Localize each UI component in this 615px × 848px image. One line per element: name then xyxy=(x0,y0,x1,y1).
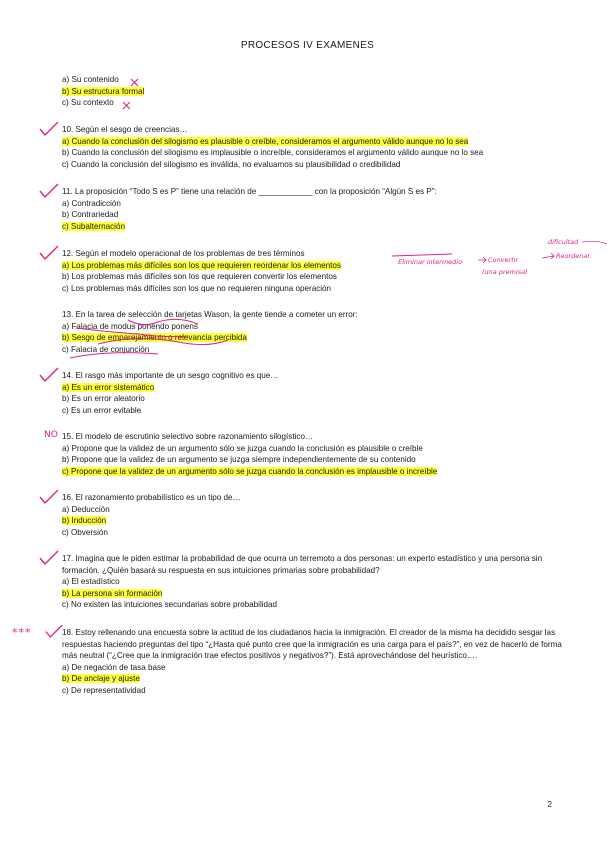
page-title: PROCESOS IV EXAMENES xyxy=(240,40,375,51)
highlighted-answer: b) La persona sin formación xyxy=(62,588,163,598)
answer-text: a) El estadístico xyxy=(62,577,120,587)
answer-option xyxy=(62,527,562,539)
question-block xyxy=(62,627,562,697)
answer-option xyxy=(62,221,562,233)
check-mark-icon xyxy=(44,623,64,640)
question-text: 17. Imagina que le piden estimar la probabilidad de que ocurra un terremoto a dos personas: un experto estadístico y una persona sin formación. ¿Quién basará su respuesta en sus intuiciones primarias sobre probabilidad? xyxy=(62,554,543,575)
answer-option xyxy=(62,515,562,527)
answer-text: a) De negación de tasa base xyxy=(62,662,166,672)
question-text: 16. El razonamiento probabilístico es un tipo de… xyxy=(62,493,241,502)
note-convertir: Convertir xyxy=(488,256,519,264)
note-arrows xyxy=(392,236,612,266)
strike-scribble xyxy=(68,314,258,362)
question-text: 13. En la tarea de selección de tarjetas Wason, la gente tiende a cometer un error: xyxy=(62,310,358,319)
x-mark-icon xyxy=(122,101,131,110)
check-mark-icon xyxy=(38,182,60,200)
answer-option xyxy=(62,454,562,466)
answer-option xyxy=(62,97,562,109)
highlighted-answer: a) Cuando la conclusión del silogismo es plausible o creíble, consideramos el argumento válido aunque no lo sea xyxy=(62,136,469,146)
check-mark-icon xyxy=(38,366,60,384)
answer-text: b) Contrariedad xyxy=(62,210,119,220)
x-mark-icon xyxy=(130,78,139,87)
page-number: 2 xyxy=(547,800,552,809)
answer-option xyxy=(62,209,562,221)
answer-option xyxy=(62,159,562,171)
answer-option xyxy=(62,393,562,405)
answer-text: a) Propone que la validez de un argumento sólo se juzga cuando la conclusión es plausible o creíble xyxy=(62,443,423,453)
highlighted-answer: a) Es un error sistemático xyxy=(62,382,155,392)
no-annotation: NO xyxy=(44,430,58,440)
answer-text: b) Los problemas más difíciles son los que requieren convertir los elementos xyxy=(62,272,337,282)
answer-text: a) Falacia de modus ponendo ponens xyxy=(62,321,198,331)
question-block xyxy=(62,553,562,611)
answer-option xyxy=(62,86,562,98)
highlighted-answer: b) Sesgo de emparejamiento o relevancia percibida xyxy=(62,333,247,343)
answer-option xyxy=(62,147,562,159)
answer-option xyxy=(62,673,562,685)
answer-text: a) Su contenido xyxy=(62,75,119,84)
answer-option xyxy=(62,382,562,394)
answer-text: c) Obversión xyxy=(62,527,108,537)
question-text: 15. El modelo de escrutinio selectivo sobre razonamiento silogístico… xyxy=(62,432,314,441)
answer-option xyxy=(62,685,562,697)
question-text: 14. El rasgo más importante de un sesgo cognitivo es que… xyxy=(62,371,279,380)
answer-option xyxy=(62,198,562,210)
question-block xyxy=(62,186,562,232)
check-mark-icon xyxy=(38,244,60,262)
highlighted-answer: a) Los problemas más difíciles son los que requieren reordenar los elementos xyxy=(62,260,341,270)
check-mark-icon xyxy=(38,549,60,567)
answer-text: c) Falacia de conjunción xyxy=(62,344,150,354)
answer-option xyxy=(62,504,562,516)
answer-text: b) Propone que la validez de un argumento se juzga siempre independientemente de su contenido xyxy=(62,455,416,465)
answer-text: c) No existen las intuiciones secundarias sobre probabilidad xyxy=(62,600,278,610)
answer-option xyxy=(62,405,562,417)
highlighted-answer: b) Inducción xyxy=(62,516,107,526)
check-mark-icon xyxy=(38,120,60,138)
answer-text: c) Cuando la conclusión del silogismo es inválida, no evaluamos su plausibilidad o credibilidad xyxy=(62,159,401,169)
question-text: 10. Según el sesgo de creencias… xyxy=(62,125,188,134)
highlighted-answer: b) De anclaje y ajuste xyxy=(62,674,140,684)
answer-text: c) Su contexto xyxy=(62,98,114,108)
answer-option xyxy=(62,599,562,611)
highlighted-answer: c) Propone que la validez de un argumento sólo se juzga cuando la conclusión es implausible o increíble xyxy=(62,466,438,476)
answer-text: a) Deducción xyxy=(62,504,110,514)
question-block xyxy=(62,431,562,477)
answer-text: c) Es un error evitable xyxy=(62,405,142,415)
answer-option xyxy=(62,588,562,600)
note-eliminar: Eliminar intermedio xyxy=(398,258,463,266)
check-mark-icon xyxy=(38,488,60,506)
answer-option xyxy=(62,662,562,674)
question-text: 12. Según el modelo operacional de los problemas de tres términos xyxy=(62,249,305,258)
answer-text: b) Es un error aleatorio xyxy=(62,394,145,404)
answer-text: a) Contradicción xyxy=(62,198,121,208)
answer-option xyxy=(62,136,562,148)
question-block xyxy=(62,370,562,416)
question-block xyxy=(62,492,562,538)
note-reordenar: Reordenar xyxy=(556,252,591,260)
note-dificultad: dificultad xyxy=(548,238,579,246)
question-block xyxy=(62,124,562,170)
highlighted-answer: c) Subalternación xyxy=(62,221,125,231)
answer-option xyxy=(62,283,562,295)
highlighted-answer: b) Su estructura formal xyxy=(62,86,145,96)
answer-text: b) Cuando la conclusión del silogismo es implausible o increíble, consideramos el argumento válido aunque no lo sea xyxy=(62,148,484,158)
question-text: 18. Estoy rellenando una encuesta sobre la actitud de los ciudadanos hacia la inmigración. El creador de la misma ha decidido sesgar las respuestas haciendo preguntas del tipo “¿Hasta qué punto cree que la inmigración es una carga para el país?”, en vez de hacerlo de forma más neutral (“¿Cree que la inmigración trae efectos positivos y negativos?”). Está aprovechándose del heurístico…. xyxy=(62,628,562,661)
answer-text: c) De representatividad xyxy=(62,685,146,695)
stars-annotation: *** xyxy=(12,626,32,639)
answer-option xyxy=(62,466,562,478)
question-text: 11. La proposición “Todo S es P” tiene una relación de ____________ con la proposición “Algún S es P”: xyxy=(62,187,437,196)
answer-text: c) Los problemas más difíciles son los que no requieren ninguna operación xyxy=(62,283,332,293)
answer-option xyxy=(62,576,562,588)
answer-option xyxy=(62,443,562,455)
note-premisa: (una premisa) xyxy=(482,268,528,276)
